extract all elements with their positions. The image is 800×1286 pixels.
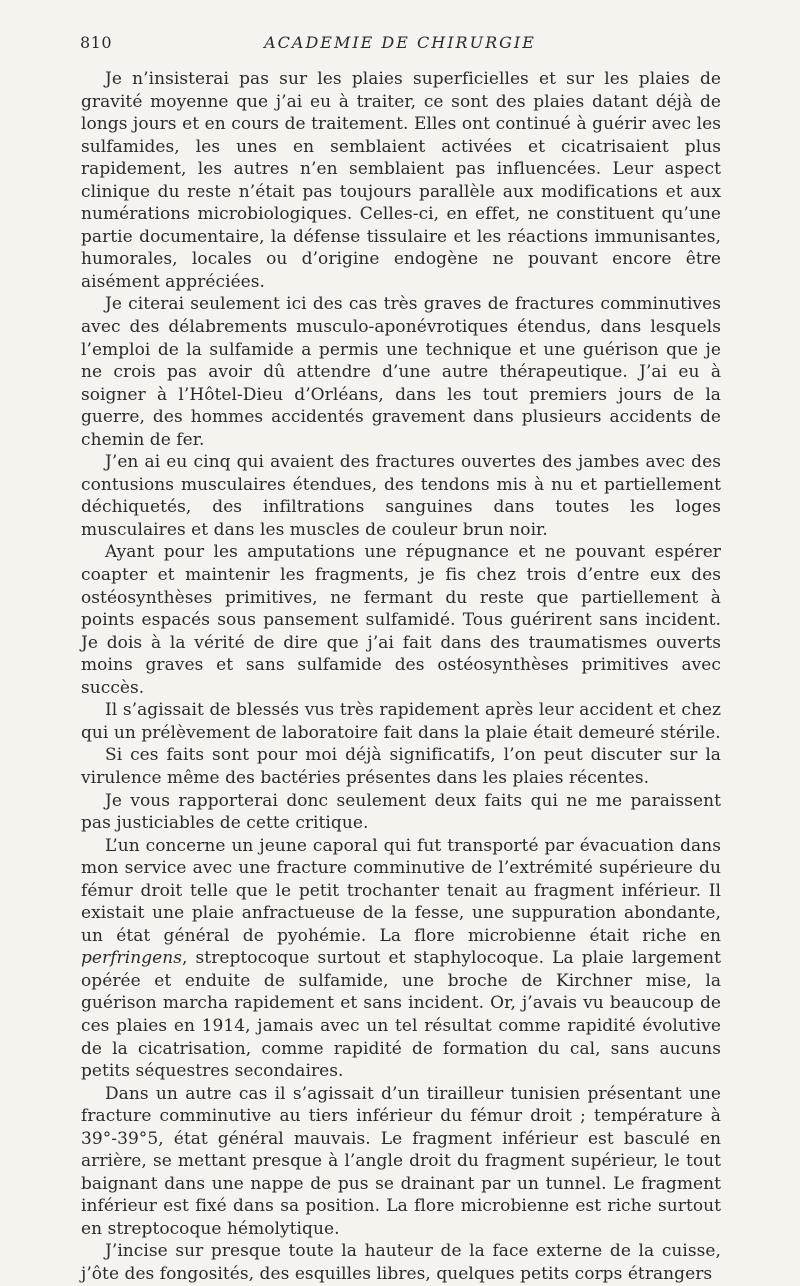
paragraph bbox=[81, 835, 721, 1083]
paragraph-text: L’un concerne un jeune caporal qui fut transporté par évacuation dans mon service avec une fracture comminutive de l’extrémité supérieure du fémur droit telle que le petit trochanter tenait au fragment inférieur. Il existait une plaie anfractueuse de la fesse, une suppuration abondante, un état général de pyohémie. La flore microbienne était riche en bbox=[81, 835, 721, 946]
page-header bbox=[80, 33, 720, 55]
paragraph: Il s’agissait de blessés vus très rapidement après leur accident et chez qui un prélèvement de laboratoire fait dans la plaie était demeuré stérile. bbox=[81, 700, 721, 743]
paragraph: Je citerai seulement ici des cas très graves de fractures comminutives avec des délabrements musculo-aponévrotiques étendus, dans lesquels l’emploi de la sulfamide a permis une technique et une guérison que je ne crois pas avoir dû attendre d’une autre thérapeutique. J’ai eu à soigner à l’Hôtel-Dieu d’Orléans, dans les tout premiers jours de la guerre, des hommes accidentés gravement dans plusieurs accidents de chemin de fer. bbox=[81, 294, 721, 450]
paragraph: J’incise sur presque toute la hauteur de la face externe de la cuisse, j’ôte des fongosités, des esquilles libres, quelques petits corps étrangers bbox=[81, 1241, 721, 1284]
italic-term: perfringens bbox=[81, 948, 183, 969]
paragraph: Dans un autre cas il s’agissait d’un tirailleur tunisien présentant une fracture comminutive au tiers inférieur du fémur droit ; température à 39°-39°5, état général mauvais. Le fragment inférieur est basculé en arrière, se mettant presque à l’angle droit du fragment supérieur, le tout baignant dans une nappe de pus se drainant par un tunnel. Le fragment inférieur est fixé dans sa position. La flore microbienne est riche surtout en streptocoque hémolytique. bbox=[81, 1083, 721, 1239]
running-title: ACADEMIE DE CHIRURGIE bbox=[264, 33, 536, 52]
paragraph: Je vous rapporterai donc seulement deux faits qui ne me paraissent pas justiciables de cette critique. bbox=[81, 790, 721, 834]
paragraph: J’en ai eu cinq qui avaient des fractures ouvertes des jambes avec des contusions musculaires étendues, des tendons mis à nu et partiellement déchiquetés, des infiltrations sanguines dans toutes les loges musculaires et dans les muscles de couleur brun noir. bbox=[81, 452, 721, 540]
paragraph: Ayant pour les amputations une répugnance et ne pouvant espérer coapter et maintenir les fragments, je fis chez trois d’entre eux des ostéosynthèses primitives, ne fermant du reste que partiellement à points espacés sous pansement sulfamidé. Tous guérirent sans incident. Je dois à la vérité de dire que j’ai fait dans des traumatismes ouverts moins graves et sans sulfamide des ostéosynthèses primitives avec succès. bbox=[81, 542, 721, 698]
page-number: 810 bbox=[80, 33, 113, 52]
paragraph: Je n’insisterai pas sur les plaies superficielles et sur les plaies de gravité moyenne que j’ai eu à traiter, ce sont des plaies datant déjà de longs jours et en cours de traitement. Elles ont continué à guérir avec les sulfamides, les unes en semblaient activées et cicatrisaient plus rapidement, les autres n’en semblaient pas influencées. Leur aspect clinique du reste n’était pas toujours parallèle aux modifications et aux numérations microbiologiques. Celles-ci, en effet, ne constituent qu’une partie documentaire, la défense tissulaire et les réactions immunisantes, humorales, locales ou d’origine endogène ne pouvant encore être aisément appréciées. bbox=[81, 69, 721, 292]
body-text bbox=[81, 68, 721, 1286]
paragraph: Si ces faits sont pour moi déjà significatifs, l’on peut discuter sur la virulence même des bactéries présentes dans les plaies récentes. bbox=[81, 745, 721, 788]
paragraph-text: , streptocoque surtout et staphylocoque. La plaie largement opérée et enduite de sulfamide, une broche de Kirchner mise, la guérison marcha rapidement et sans incident. Or, j’avais vu beaucoup de ces plaies en 1914, jamais avec un tel résultat comme rapidité évolutive de la cicatrisation, comme rapidité de formation du cal, sans aucuns petits séquestres secondaires. bbox=[81, 948, 721, 1082]
